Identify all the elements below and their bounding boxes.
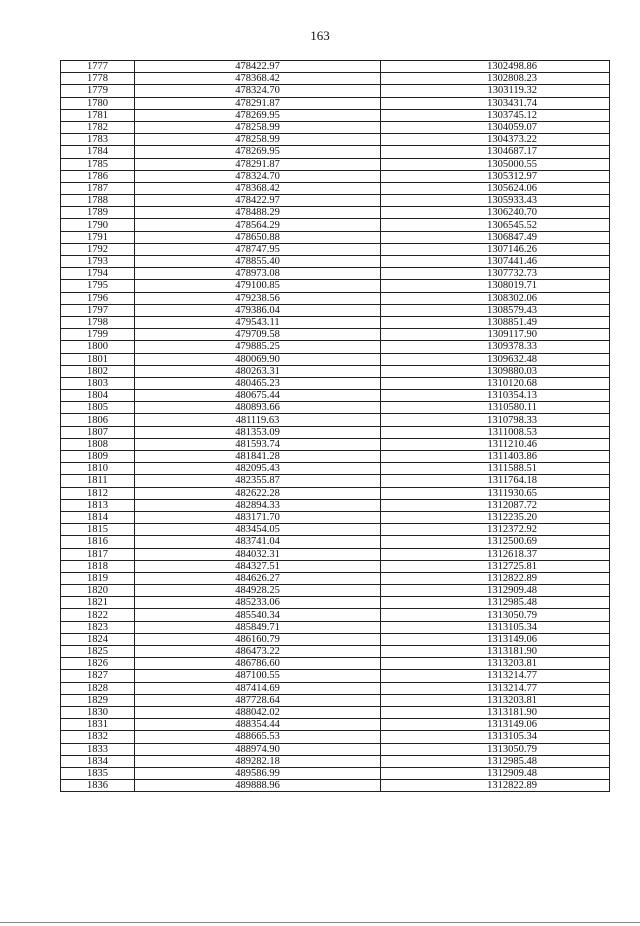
x-coordinate-cell: 482095.43 (135, 463, 381, 475)
point-number-cell: 1805 (61, 402, 135, 414)
y-coordinate-cell: 1303119.32 (381, 85, 610, 97)
table-row (61, 658, 610, 670)
table-row (61, 463, 610, 475)
y-coordinate-cell: 1307732.73 (381, 268, 610, 280)
point-number-cell: 1794 (61, 268, 135, 280)
point-number-cell: 1778 (61, 73, 135, 85)
x-coordinate-cell: 487414.69 (135, 682, 381, 694)
table-row (61, 85, 610, 97)
table-row (61, 511, 610, 523)
x-coordinate-cell: 480675.44 (135, 390, 381, 402)
point-number-cell: 1832 (61, 731, 135, 743)
y-coordinate-cell: 1312235.20 (381, 511, 610, 523)
point-number-cell: 1811 (61, 475, 135, 487)
point-number-cell: 1777 (61, 61, 135, 73)
page-bottom-rule (0, 922, 640, 923)
table-row (61, 646, 610, 658)
y-coordinate-cell: 1309117.90 (381, 329, 610, 341)
table-row (61, 780, 610, 792)
point-number-cell: 1828 (61, 682, 135, 694)
y-coordinate-cell: 1311210.46 (381, 438, 610, 450)
x-coordinate-cell: 483454.05 (135, 524, 381, 536)
point-number-cell: 1836 (61, 780, 135, 792)
point-number-cell: 1795 (61, 280, 135, 292)
point-number-cell: 1831 (61, 719, 135, 731)
point-number-cell: 1835 (61, 767, 135, 779)
y-coordinate-cell: 1308019.71 (381, 280, 610, 292)
x-coordinate-cell: 480263.31 (135, 365, 381, 377)
table-row (61, 195, 610, 207)
table-row (61, 767, 610, 779)
table-row (61, 536, 610, 548)
x-coordinate-cell: 478422.97 (135, 195, 381, 207)
point-number-cell: 1819 (61, 572, 135, 584)
table-body (61, 61, 610, 792)
x-coordinate-cell: 478855.40 (135, 256, 381, 268)
x-coordinate-cell: 488974.90 (135, 743, 381, 755)
table-row (61, 426, 610, 438)
table-row (61, 207, 610, 219)
y-coordinate-cell: 1308302.06 (381, 292, 610, 304)
point-number-cell: 1797 (61, 304, 135, 316)
y-coordinate-cell: 1312618.37 (381, 548, 610, 560)
table-row (61, 329, 610, 341)
y-coordinate-cell: 1304059.07 (381, 121, 610, 133)
x-coordinate-cell: 478747.95 (135, 243, 381, 255)
y-coordinate-cell: 1307441.46 (381, 256, 610, 268)
y-coordinate-cell: 1308579.43 (381, 304, 610, 316)
x-coordinate-cell: 478368.42 (135, 182, 381, 194)
y-coordinate-cell: 1313214.77 (381, 682, 610, 694)
table-row (61, 243, 610, 255)
x-coordinate-cell: 482622.28 (135, 487, 381, 499)
table-row (61, 182, 610, 194)
table-row (61, 316, 610, 328)
y-coordinate-cell: 1312500.69 (381, 536, 610, 548)
page-number: 163 (310, 28, 330, 43)
x-coordinate-cell: 485540.34 (135, 609, 381, 621)
point-number-cell: 1788 (61, 195, 135, 207)
x-coordinate-cell: 478291.87 (135, 158, 381, 170)
table-row (61, 633, 610, 645)
point-number-cell: 1817 (61, 548, 135, 560)
y-coordinate-cell: 1304687.17 (381, 146, 610, 158)
table-row (61, 97, 610, 109)
table-row (61, 134, 610, 146)
table-row (61, 524, 610, 536)
y-coordinate-cell: 1305624.06 (381, 182, 610, 194)
x-coordinate-cell: 489282.18 (135, 755, 381, 767)
point-number-cell: 1800 (61, 341, 135, 353)
y-coordinate-cell: 1313203.81 (381, 658, 610, 670)
x-coordinate-cell: 485233.06 (135, 597, 381, 609)
y-coordinate-cell: 1310580.11 (381, 402, 610, 414)
table-row (61, 109, 610, 121)
point-number-cell: 1786 (61, 170, 135, 182)
point-number-cell: 1814 (61, 511, 135, 523)
point-number-cell: 1783 (61, 134, 135, 146)
point-number-cell: 1816 (61, 536, 135, 548)
table-row (61, 353, 610, 365)
table-row (61, 292, 610, 304)
y-coordinate-cell: 1309632.48 (381, 353, 610, 365)
table-row (61, 61, 610, 73)
y-coordinate-cell: 1307146.26 (381, 243, 610, 255)
y-coordinate-cell: 1302808.23 (381, 73, 610, 85)
x-coordinate-cell: 478422.97 (135, 61, 381, 73)
table-row (61, 572, 610, 584)
table-row (61, 499, 610, 511)
table-row (61, 755, 610, 767)
y-coordinate-cell: 1313050.79 (381, 743, 610, 755)
table-row (61, 377, 610, 389)
x-coordinate-cell: 489586.99 (135, 767, 381, 779)
point-number-cell: 1830 (61, 706, 135, 718)
y-coordinate-cell: 1313181.90 (381, 646, 610, 658)
point-number-cell: 1827 (61, 670, 135, 682)
y-coordinate-cell: 1308851.49 (381, 316, 610, 328)
point-number-cell: 1790 (61, 219, 135, 231)
table-row (61, 585, 610, 597)
point-number-cell: 1820 (61, 585, 135, 597)
x-coordinate-cell: 479543.11 (135, 316, 381, 328)
y-coordinate-cell: 1312985.48 (381, 755, 610, 767)
table-row (61, 231, 610, 243)
point-number-cell: 1813 (61, 499, 135, 511)
x-coordinate-cell: 479885.25 (135, 341, 381, 353)
x-coordinate-cell: 478258.99 (135, 134, 381, 146)
x-coordinate-cell: 486786.60 (135, 658, 381, 670)
x-coordinate-cell: 481593.74 (135, 438, 381, 450)
table-row (61, 390, 610, 402)
y-coordinate-cell: 1313149.06 (381, 719, 610, 731)
y-coordinate-cell: 1313203.81 (381, 694, 610, 706)
y-coordinate-cell: 1311403.86 (381, 451, 610, 463)
x-coordinate-cell: 478258.99 (135, 121, 381, 133)
x-coordinate-cell: 478368.42 (135, 73, 381, 85)
x-coordinate-cell: 480893.66 (135, 402, 381, 414)
y-coordinate-cell: 1311930.65 (381, 487, 610, 499)
y-coordinate-cell: 1303431.74 (381, 97, 610, 109)
point-number-cell: 1791 (61, 231, 135, 243)
y-coordinate-cell: 1303745.12 (381, 109, 610, 121)
y-coordinate-cell: 1312822.89 (381, 780, 610, 792)
x-coordinate-cell: 479100.85 (135, 280, 381, 292)
y-coordinate-cell: 1306240.70 (381, 207, 610, 219)
y-coordinate-cell: 1312909.48 (381, 767, 610, 779)
table-row (61, 268, 610, 280)
x-coordinate-cell: 481841.28 (135, 451, 381, 463)
x-coordinate-cell: 487100.55 (135, 670, 381, 682)
x-coordinate-cell: 486160.79 (135, 633, 381, 645)
y-coordinate-cell: 1313214.77 (381, 670, 610, 682)
point-number-cell: 1784 (61, 146, 135, 158)
table-row (61, 694, 610, 706)
point-number-cell: 1781 (61, 109, 135, 121)
point-number-cell: 1829 (61, 694, 135, 706)
y-coordinate-cell: 1306545.52 (381, 219, 610, 231)
y-coordinate-cell: 1313105.34 (381, 731, 610, 743)
y-coordinate-cell: 1305000.55 (381, 158, 610, 170)
x-coordinate-cell: 488665.53 (135, 731, 381, 743)
y-coordinate-cell: 1312985.48 (381, 597, 610, 609)
table-row (61, 706, 610, 718)
point-number-cell: 1803 (61, 377, 135, 389)
point-number-cell: 1780 (61, 97, 135, 109)
table-row (61, 597, 610, 609)
x-coordinate-cell: 480465.23 (135, 377, 381, 389)
point-number-cell: 1796 (61, 292, 135, 304)
point-number-cell: 1812 (61, 487, 135, 499)
point-number-cell: 1806 (61, 414, 135, 426)
y-coordinate-cell: 1304373.22 (381, 134, 610, 146)
x-coordinate-cell: 478269.95 (135, 146, 381, 158)
table-row (61, 402, 610, 414)
x-coordinate-cell: 479238.56 (135, 292, 381, 304)
point-number-cell: 1807 (61, 426, 135, 438)
y-coordinate-cell: 1312725.81 (381, 560, 610, 572)
table-row (61, 743, 610, 755)
table-row (61, 451, 610, 463)
y-coordinate-cell: 1310354.13 (381, 390, 610, 402)
x-coordinate-cell: 488042.02 (135, 706, 381, 718)
x-coordinate-cell: 481353.09 (135, 426, 381, 438)
table-row (61, 280, 610, 292)
y-coordinate-cell: 1310120.68 (381, 377, 610, 389)
x-coordinate-cell: 478291.87 (135, 97, 381, 109)
x-coordinate-cell: 484928.25 (135, 585, 381, 597)
point-number-cell: 1834 (61, 755, 135, 767)
y-coordinate-cell: 1310798.33 (381, 414, 610, 426)
y-coordinate-cell: 1312909.48 (381, 585, 610, 597)
point-number-cell: 1793 (61, 256, 135, 268)
x-coordinate-cell: 489888.96 (135, 780, 381, 792)
x-coordinate-cell: 483171.70 (135, 511, 381, 523)
x-coordinate-cell: 478324.70 (135, 85, 381, 97)
table-row (61, 170, 610, 182)
x-coordinate-cell: 482894.33 (135, 499, 381, 511)
y-coordinate-cell: 1305933.43 (381, 195, 610, 207)
y-coordinate-cell: 1312087.72 (381, 499, 610, 511)
point-number-cell: 1822 (61, 609, 135, 621)
x-coordinate-cell: 481119.63 (135, 414, 381, 426)
y-coordinate-cell: 1313149.06 (381, 633, 610, 645)
x-coordinate-cell: 478488.29 (135, 207, 381, 219)
table-row (61, 731, 610, 743)
table-row (61, 719, 610, 731)
y-coordinate-cell: 1302498.86 (381, 61, 610, 73)
point-number-cell: 1833 (61, 743, 135, 755)
x-coordinate-cell: 484327.51 (135, 560, 381, 572)
point-number-cell: 1798 (61, 316, 135, 328)
table-row (61, 548, 610, 560)
table-row (61, 304, 610, 316)
x-coordinate-cell: 484032.31 (135, 548, 381, 560)
x-coordinate-cell: 478650.88 (135, 231, 381, 243)
table-row (61, 341, 610, 353)
table-row (61, 487, 610, 499)
x-coordinate-cell: 482355.87 (135, 475, 381, 487)
point-number-cell: 1824 (61, 633, 135, 645)
x-coordinate-cell: 480069.90 (135, 353, 381, 365)
table-row (61, 560, 610, 572)
table-row (61, 73, 610, 85)
table-row (61, 609, 610, 621)
point-number-cell: 1785 (61, 158, 135, 170)
point-number-cell: 1779 (61, 85, 135, 97)
point-number-cell: 1821 (61, 597, 135, 609)
y-coordinate-cell: 1313181.90 (381, 706, 610, 718)
point-number-cell: 1792 (61, 243, 135, 255)
x-coordinate-cell: 483741.04 (135, 536, 381, 548)
x-coordinate-cell: 479386.04 (135, 304, 381, 316)
y-coordinate-cell: 1311588.51 (381, 463, 610, 475)
point-number-cell: 1826 (61, 658, 135, 670)
y-coordinate-cell: 1311764.18 (381, 475, 610, 487)
point-number-cell: 1818 (61, 560, 135, 572)
y-coordinate-cell: 1306847.49 (381, 231, 610, 243)
y-coordinate-cell: 1309378.33 (381, 341, 610, 353)
point-number-cell: 1799 (61, 329, 135, 341)
point-number-cell: 1789 (61, 207, 135, 219)
x-coordinate-cell: 488354.44 (135, 719, 381, 731)
x-coordinate-cell: 478564.29 (135, 219, 381, 231)
y-coordinate-cell: 1305312.97 (381, 170, 610, 182)
coordinates-table (60, 60, 610, 792)
table-row (61, 475, 610, 487)
point-number-cell: 1823 (61, 621, 135, 633)
y-coordinate-cell: 1313050.79 (381, 609, 610, 621)
table-row (61, 219, 610, 231)
table-row (61, 621, 610, 633)
table-row (61, 682, 610, 694)
table-row (61, 146, 610, 158)
table-row (61, 121, 610, 133)
point-number-cell: 1802 (61, 365, 135, 377)
y-coordinate-cell: 1309880.03 (381, 365, 610, 377)
x-coordinate-cell: 479709.58 (135, 329, 381, 341)
table-row (61, 438, 610, 450)
point-number-cell: 1804 (61, 390, 135, 402)
x-coordinate-cell: 478973.08 (135, 268, 381, 280)
x-coordinate-cell: 484626.27 (135, 572, 381, 584)
y-coordinate-cell: 1313105.34 (381, 621, 610, 633)
point-number-cell: 1809 (61, 451, 135, 463)
point-number-cell: 1801 (61, 353, 135, 365)
point-number-cell: 1808 (61, 438, 135, 450)
table-row (61, 670, 610, 682)
x-coordinate-cell: 485849.71 (135, 621, 381, 633)
table-row (61, 414, 610, 426)
y-coordinate-cell: 1312822.89 (381, 572, 610, 584)
point-number-cell: 1825 (61, 646, 135, 658)
point-number-cell: 1815 (61, 524, 135, 536)
x-coordinate-cell: 478324.70 (135, 170, 381, 182)
y-coordinate-cell: 1311008.53 (381, 426, 610, 438)
x-coordinate-cell: 487728.64 (135, 694, 381, 706)
y-coordinate-cell: 1312372.92 (381, 524, 610, 536)
table-row (61, 365, 610, 377)
point-number-cell: 1787 (61, 182, 135, 194)
table-row (61, 158, 610, 170)
x-coordinate-cell: 478269.95 (135, 109, 381, 121)
point-number-cell: 1782 (61, 121, 135, 133)
x-coordinate-cell: 486473.22 (135, 646, 381, 658)
point-number-cell: 1810 (61, 463, 135, 475)
table-row (61, 256, 610, 268)
